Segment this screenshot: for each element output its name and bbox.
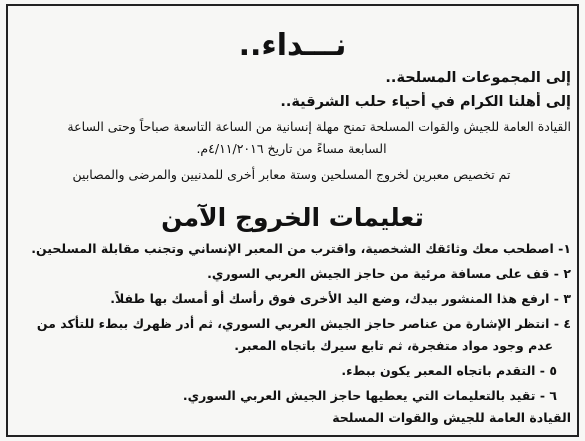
address-residents: إلى أهلنا الكرام في أحياء حلب الشرقية..	[280, 94, 571, 110]
instruction-3: ٣ - ارفع هذا المنشور بيدك، وضع اليد الأخرى فوق رأسك أو أمسك بها طفلاً.	[110, 291, 571, 306]
instruction-6: ٦ - تقيد بالتعليمات التي يعطيها حاجز الجيش العربي السوري.	[182, 388, 557, 403]
notice-title: نـــداء..	[238, 28, 347, 63]
instruction-5: ٥ - التقدم باتجاه المعبر يكون ببطء.	[341, 363, 557, 378]
crossings-line: تم تخصيص معبرين لخروج المسلحين وستة معابر أخرى للمدنيين والمرضى والمصابين	[72, 167, 511, 182]
instruction-4-continued: عدم وجود مواد متفجرة، ثم تابع سيرك باتجاه المعبر.	[234, 338, 553, 353]
address-armed-groups: إلى المجموعات المسلحة..	[385, 70, 571, 86]
instruction-1: ١- اصطحب معك وثائقك الشخصية، واقترب من المعبر الإنساني وتجنب مقابلة المسلحين.	[31, 241, 571, 256]
instruction-2: ٢ - قف على مسافة مرئية من حاجز الجيش العربي السوري.	[207, 266, 571, 281]
instructions-heading: تعليمات الخروج الآمن	[161, 203, 424, 232]
announcement-line-2: السابعة مساءً من تاريخ ٤/١١/٢٠١٦م.	[196, 141, 387, 156]
announcement-line-1: القيادة العامة للجيش والقوات المسلحة تمنح مهلة إنسانية من الساعة التاسعة صباحاً وحتى الساعة	[67, 119, 571, 134]
instruction-4: ٤ - انتظر الإشارة من عناصر حاجز الجيش العربي السوري، ثم أدر ظهرك ببطء للتأكد من	[36, 316, 571, 331]
signature: القيادة العامة للجيش والقوات المسلحة	[332, 410, 571, 425]
